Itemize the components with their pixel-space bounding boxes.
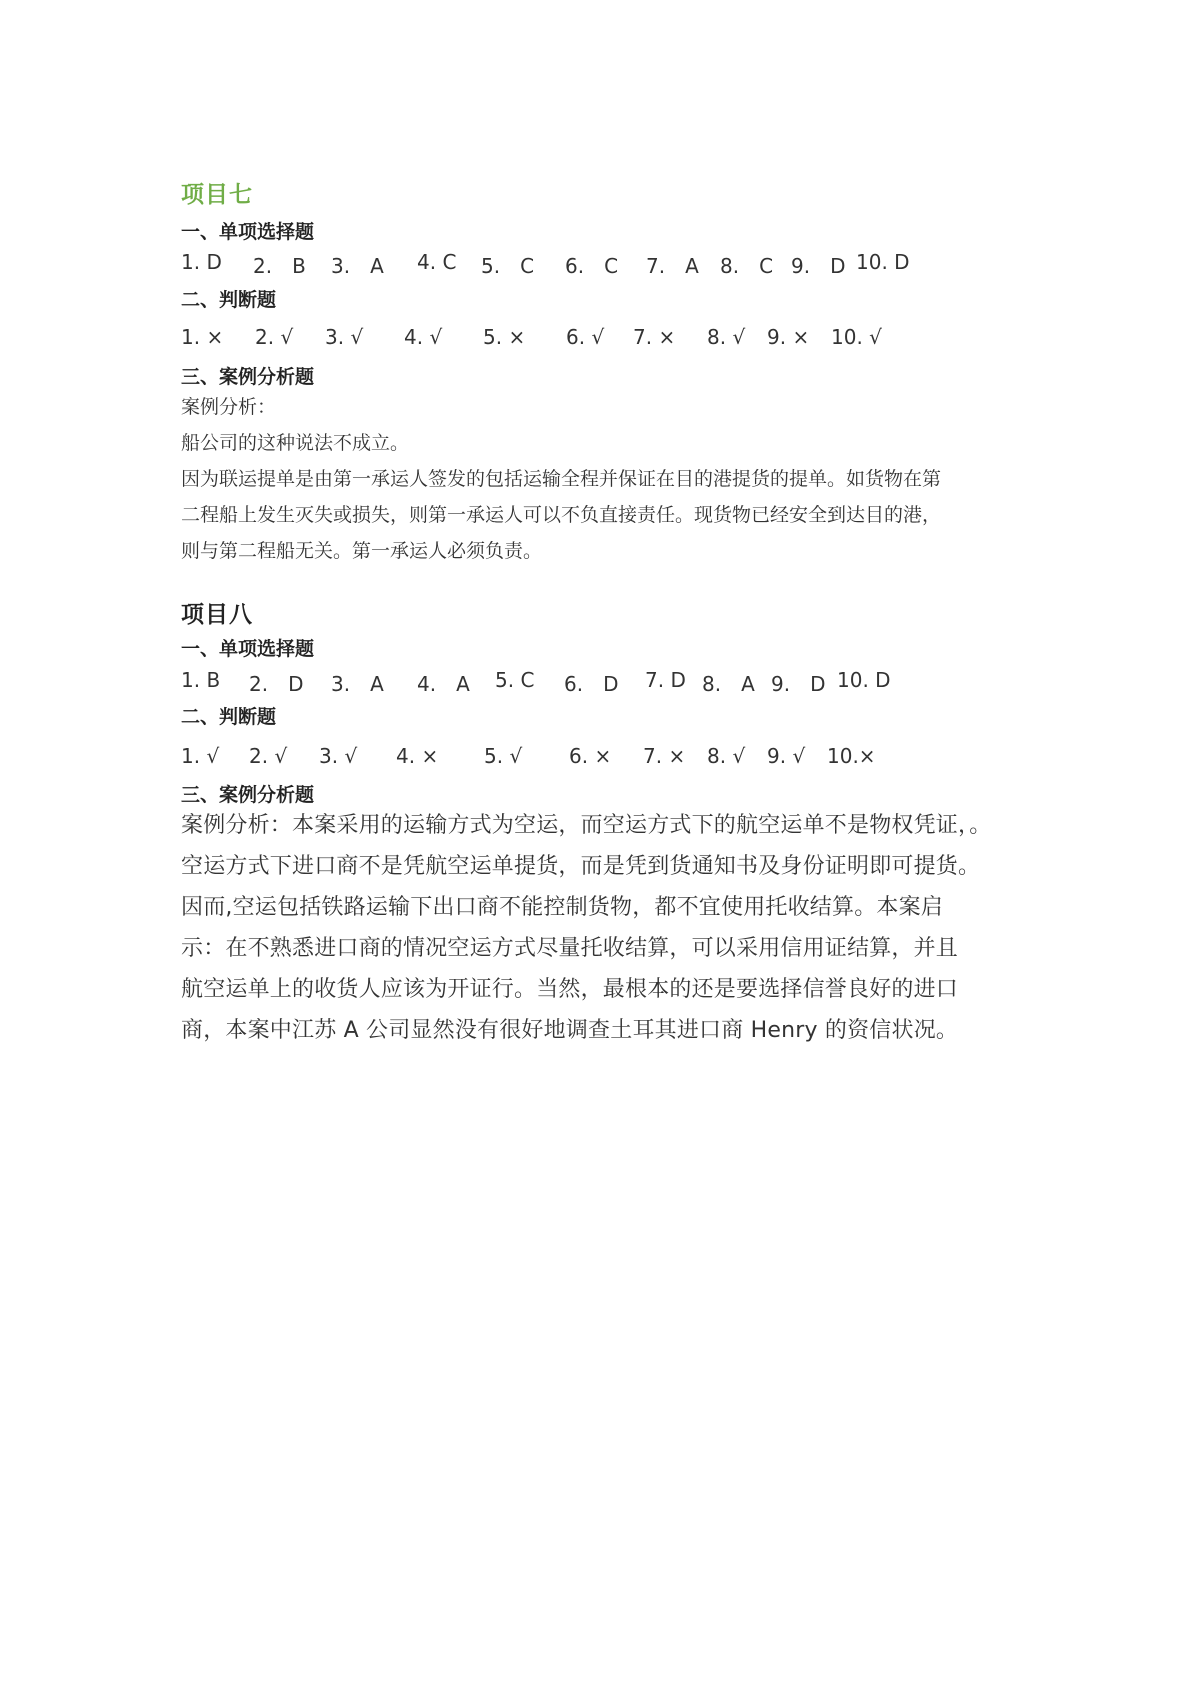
answer-item: 7. A bbox=[646, 254, 699, 278]
project7-choice-answers bbox=[181, 250, 1041, 280]
answer-item: 4. C bbox=[417, 250, 457, 274]
answer-item: 7. × bbox=[643, 744, 686, 768]
answer-item: 2. D bbox=[249, 672, 304, 696]
project8-choice-answers bbox=[181, 668, 1041, 698]
answer-item: 9. D bbox=[771, 672, 826, 696]
answer-item: 3. √ bbox=[319, 744, 358, 768]
answer-item: 4. A bbox=[417, 672, 470, 696]
answer-item: 6. × bbox=[569, 744, 612, 768]
project8-case-heading: 三、案例分析题 bbox=[181, 784, 315, 806]
answer-item: 6. √ bbox=[566, 325, 605, 349]
case-line: 商，本案中江苏 A 公司显然没有很好地调查土耳其进口商 Henry 的资信状况。 bbox=[181, 1018, 959, 1043]
answer-item: 1. B bbox=[181, 668, 221, 692]
answer-item: 6. C bbox=[565, 254, 619, 278]
project8-choice-heading: 一、单项选择题 bbox=[181, 638, 315, 660]
project7-judgment-answers bbox=[181, 325, 1041, 355]
answer-item: 9. √ bbox=[767, 744, 806, 768]
answer-item: 5. C bbox=[481, 254, 535, 278]
answer-item: 7. D bbox=[645, 668, 686, 692]
answer-item: 4. √ bbox=[404, 325, 443, 349]
answer-item: 6. D bbox=[564, 672, 619, 696]
project8-judgment-answers bbox=[181, 744, 1041, 774]
answer-item: 5. √ bbox=[484, 744, 523, 768]
answer-item: 1. D bbox=[181, 250, 222, 274]
case-line: 二程船上发生灭失或损失，则第一承运人可以不负直接责任。现货物已经安全到达目的港， bbox=[181, 504, 942, 526]
answer-item: 8. C bbox=[720, 254, 774, 278]
case-line: 示：在不熟悉进口商的情况空运方式尽量托收结算，可以采用信用证结算，并且 bbox=[181, 936, 959, 961]
answer-item: 8. A bbox=[702, 672, 755, 696]
answer-item: 10.× bbox=[827, 744, 876, 768]
case-line: 船公司的这种说法不成立。 bbox=[181, 432, 410, 454]
answer-item: 1. × bbox=[181, 325, 224, 349]
case-line: 航空运单上的收货人应该为开证行。当然，最根本的还是要选择信誉良好的进口 bbox=[181, 977, 959, 1002]
project7-case-heading: 三、案例分析题 bbox=[181, 366, 315, 388]
answer-item: 1. √ bbox=[181, 744, 220, 768]
case-line: 因为联运提单是由第一承运人签发的包括运输全程并保证在目的港提货的提单。如货物在第 bbox=[181, 468, 942, 490]
project8-title: 项目八 bbox=[181, 602, 253, 628]
answer-item: 10. D bbox=[837, 668, 891, 692]
answer-item: 3. A bbox=[331, 672, 384, 696]
answer-item: 9. D bbox=[791, 254, 846, 278]
project8-case-analysis bbox=[181, 805, 991, 1051]
case-line: 案例分析：本案采用的运输方式为空运，而空运方式下的航空运单不是物权凭证，。 bbox=[181, 813, 992, 838]
answer-item: 4. × bbox=[396, 744, 439, 768]
answer-item: 2. √ bbox=[255, 325, 294, 349]
answer-item: 2. √ bbox=[249, 744, 288, 768]
case-line: 案例分析： bbox=[181, 396, 277, 418]
case-line: 则与第二程船无关。第一承运人必须负责。 bbox=[181, 540, 543, 562]
project8-judgment-heading: 二、判断题 bbox=[181, 706, 277, 728]
answer-item: 9. × bbox=[767, 325, 810, 349]
answer-item: 3. A bbox=[331, 254, 384, 278]
answer-item: 10. √ bbox=[831, 325, 882, 349]
answer-item: 8. √ bbox=[707, 325, 746, 349]
answer-item: 2. B bbox=[253, 254, 306, 278]
case-line: 因而,空运包括铁路运输下出口商不能控制货物，都不宜使用托收结算。本案启 bbox=[181, 895, 943, 920]
case-line: 空运方式下进口商不是凭航空运单提货，而是凭到货通知书及身份证明即可提货。 bbox=[181, 854, 981, 879]
answer-item: 5. C bbox=[495, 668, 535, 692]
project7-title: 项目七 bbox=[181, 182, 253, 208]
answer-item: 5. × bbox=[483, 325, 526, 349]
answer-item: 8. √ bbox=[707, 744, 746, 768]
project7-choice-heading: 一、单项选择题 bbox=[181, 221, 315, 243]
answer-item: 3. √ bbox=[325, 325, 364, 349]
answer-item: 7. × bbox=[633, 325, 676, 349]
project7-case-analysis bbox=[181, 389, 941, 569]
answer-item: 10. D bbox=[856, 250, 910, 274]
project7-judgment-heading: 二、判断题 bbox=[181, 289, 277, 311]
